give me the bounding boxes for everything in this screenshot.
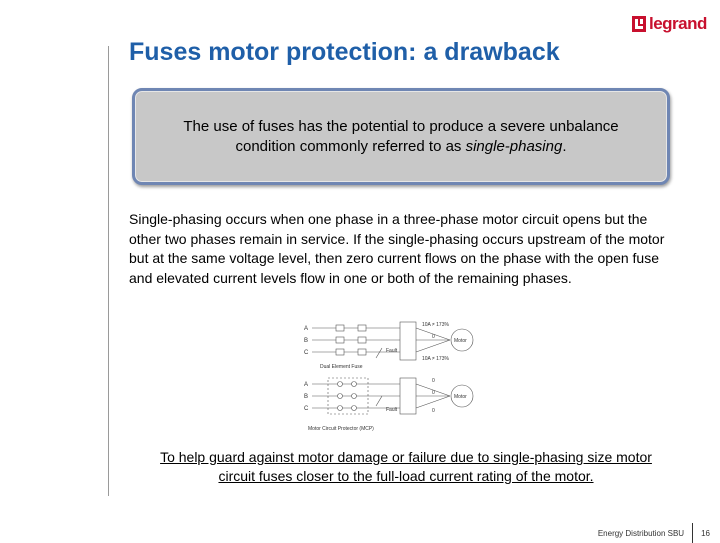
top-caption: Dual Element Fuse — [320, 364, 363, 370]
footer-separator — [692, 523, 693, 543]
callout-text-end: . — [562, 137, 567, 155]
top-motor-label: Motor — [454, 338, 467, 344]
legrand-logo-mark — [632, 16, 646, 32]
callout-text-emphasis: single-phasing — [465, 137, 563, 155]
callout-text-main: The use of fuses has the potential to produce a severe unbalance condition commonly referred to as — [183, 117, 619, 155]
bottom-current-c: 0 — [432, 408, 435, 414]
legrand-logo — [632, 14, 707, 34]
bottom-phase-c: C — [304, 406, 309, 412]
left-divider-line — [108, 46, 109, 496]
bottom-caption: Motor Circuit Protector (MCP) — [308, 426, 374, 432]
bottom-current-a: 0 — [432, 378, 435, 384]
page-number: 16 — [701, 528, 710, 538]
bottom-phase-a: A — [304, 382, 309, 388]
top-fault-label: Fault — [386, 348, 398, 354]
legrand-logo-text: legrand — [649, 14, 707, 33]
callout-text — [135, 117, 667, 157]
body-paragraph: Single-phasing occurs when one phase in a three-phase motor circuit opens but the other two phases remain in service. If the single-phasing occurs upstream of the motor but at the same voltage level, then zero current flows on the phase with the open fuse and elevated current levels flow in one or both of the remaining phases. — [129, 211, 665, 286]
bottom-motor-label: Motor — [454, 394, 467, 400]
top-current-top: 10A ≠ 173% — [422, 322, 449, 328]
single-phasing-diagram — [300, 318, 490, 436]
top-phase-a: A — [304, 326, 309, 332]
top-phase-b: B — [304, 338, 309, 344]
bottom-fault-label: Fault — [386, 407, 398, 413]
bottom-current-b: 0 — [432, 390, 435, 396]
top-current-bot: 10A ≠ 173% — [422, 356, 449, 362]
footer-label: Energy Distribution SBU — [597, 528, 685, 538]
top-current-mid: 0 — [432, 334, 435, 340]
slide-title: Fuses motor protection: a drawback — [129, 38, 560, 66]
footer — [598, 523, 710, 543]
bottom-note: To help guard against motor damage or failure due to single-phasing size motor circuit fuses closer to the full-load current rating of the motor. — [160, 449, 652, 484]
callout-box — [132, 88, 670, 185]
bottom-phase-b: B — [304, 394, 309, 400]
top-phase-c: C — [304, 350, 309, 356]
